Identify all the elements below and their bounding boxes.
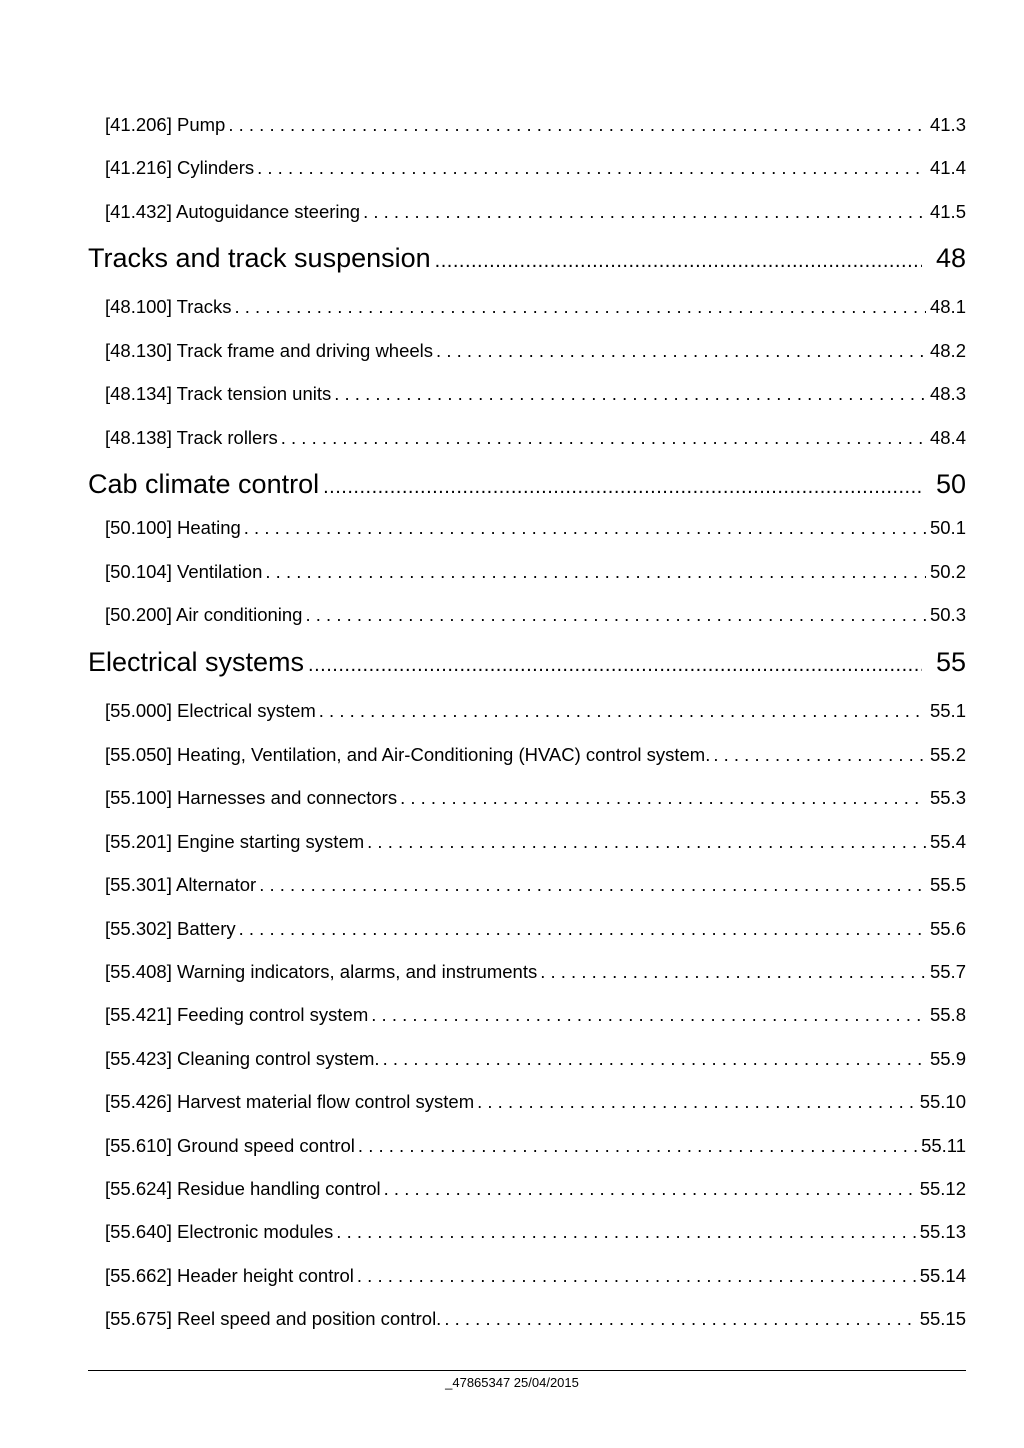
toc-entry-page: 41.3 (929, 114, 966, 135)
toc-section-title: Electrical systems (88, 647, 305, 677)
toc-section-page: 48 (935, 243, 966, 273)
dot-leader (477, 1091, 916, 1113)
toc-entry-page: 55.9 (929, 1048, 966, 1069)
toc-entry[interactable] (0, 1135, 1024, 1157)
toc-entry-page: 48.3 (929, 383, 966, 404)
dot-leader (305, 604, 926, 626)
dot-leader (713, 744, 926, 766)
toc-entry[interactable] (0, 383, 1024, 405)
dot-leader (358, 1135, 917, 1157)
toc-entry-page: 55.8 (929, 1004, 966, 1025)
dot-leader (244, 517, 926, 539)
toc-entry-page: 50.1 (929, 517, 966, 538)
toc-entry-page: 55.12 (919, 1178, 966, 1199)
toc-section-title: Tracks and track suspension (88, 243, 431, 273)
toc-entry-label: [48.100] Tracks (105, 296, 232, 317)
toc-entry-page: 48.4 (929, 427, 966, 448)
toc-entry-label: [41.432] Autoguidance steering (105, 201, 361, 222)
toc-entry-label: [55.408] Warning indicators, alarms, and instruments (105, 961, 538, 982)
toc-entry-label: [55.610] Ground speed control (105, 1135, 355, 1156)
toc-entry-page: 48.2 (929, 340, 966, 361)
toc-section[interactable] (0, 243, 1024, 274)
dot-leader (323, 476, 922, 499)
toc-entry[interactable] (0, 201, 1024, 223)
toc-entry[interactable] (0, 1308, 1024, 1330)
dot-leader (371, 1004, 926, 1026)
toc-entry[interactable] (0, 831, 1024, 853)
toc-entry-label: [55.100] Harnesses and connectors (105, 787, 398, 808)
toc-entry[interactable] (0, 1048, 1024, 1070)
footer-document-id: _47865347 25/04/2015 (445, 1375, 579, 1390)
toc-entry[interactable] (0, 700, 1024, 722)
dot-leader (400, 787, 926, 809)
toc-entry[interactable] (0, 340, 1024, 362)
toc-entry-label: [55.421] Feeding control system (105, 1004, 369, 1025)
toc-entry-label: [55.640] Electronic modules (105, 1221, 334, 1242)
toc-entry-page: 55.13 (919, 1221, 966, 1242)
toc-entry-page: 48.1 (929, 296, 966, 317)
dot-leader (357, 1265, 916, 1287)
toc-entry-page: 41.5 (929, 201, 966, 222)
toc-entry[interactable] (0, 114, 1024, 136)
footer-divider (88, 1370, 966, 1371)
toc-entry-label: [50.104] Ventilation (105, 561, 263, 582)
dot-leader (444, 1308, 915, 1330)
dot-leader (265, 561, 926, 583)
toc-entry-label: [55.675] Reel speed and position control. (105, 1308, 442, 1329)
toc-entry-label: [55.662] Header height control (105, 1265, 354, 1286)
toc-entry-page: 55.10 (919, 1091, 966, 1112)
toc-entry-page: 55.15 (919, 1308, 966, 1329)
dot-leader (257, 157, 926, 179)
toc-section[interactable] (0, 647, 1024, 678)
toc-entry[interactable] (0, 918, 1024, 940)
toc-entry[interactable] (0, 517, 1024, 539)
toc-section-page: 55 (935, 647, 966, 677)
toc-entry-page: 55.5 (929, 874, 966, 895)
toc-entry-page: 50.2 (929, 561, 966, 582)
toc-entry[interactable] (0, 1221, 1024, 1243)
toc-section-page: 50 (935, 469, 966, 499)
toc-entry-page: 55.7 (929, 961, 966, 982)
dot-leader (259, 874, 926, 896)
dot-leader (234, 296, 926, 318)
toc-entry-page: 55.11 (921, 1135, 966, 1156)
dot-leader (540, 961, 926, 983)
toc-entry-page: 55.2 (929, 744, 966, 765)
dot-leader (228, 114, 926, 136)
toc-entry-label: [55.426] Harvest material flow control system (105, 1091, 475, 1112)
toc-entry[interactable] (0, 1265, 1024, 1287)
toc-entry[interactable] (0, 604, 1024, 626)
toc-entry[interactable] (0, 744, 1024, 766)
toc-entry-label: [55.423] Cleaning control system. (105, 1048, 380, 1069)
toc-entry-label: [48.134] Track tension units (105, 383, 332, 404)
dot-leader (336, 1221, 915, 1243)
toc-entry-label: [55.201] Engine starting system (105, 831, 365, 852)
toc-entry-label: [55.302] Battery (105, 918, 236, 939)
dot-leader (384, 1178, 916, 1200)
toc-entry[interactable] (0, 961, 1024, 983)
toc-entry[interactable] (0, 787, 1024, 809)
toc-section[interactable] (0, 469, 1024, 500)
dot-leader (319, 700, 926, 722)
toc-entry-page: 50.3 (929, 604, 966, 625)
toc-entry-label: [41.216] Cylinders (105, 157, 255, 178)
dot-leader (435, 250, 922, 273)
toc-entry[interactable] (0, 561, 1024, 583)
toc-entry-label: [55.624] Residue handling control (105, 1178, 381, 1199)
dot-leader (367, 831, 926, 853)
dot-leader (239, 918, 926, 940)
toc-entry[interactable] (0, 296, 1024, 318)
toc-entry[interactable] (0, 1178, 1024, 1200)
dot-leader (281, 427, 926, 449)
toc-entry-page: 55.3 (929, 787, 966, 808)
toc-entry-page: 55.6 (929, 918, 966, 939)
toc-entry-label: [55.050] Heating, Ventilation, and Air-Conditioning (HVAC) control system. (105, 744, 711, 765)
dot-leader (436, 340, 926, 362)
toc-entry-label: [48.130] Track frame and driving wheels (105, 340, 434, 361)
toc-entry-label: [41.206] Pump (105, 114, 226, 135)
toc-entry-label: [55.000] Electrical system (105, 700, 316, 721)
toc-entry-page: 55.1 (929, 700, 966, 721)
toc-entry[interactable] (0, 1004, 1024, 1026)
toc-section-title: Cab climate control (88, 469, 320, 499)
toc-entry-label: [55.301] Alternator (105, 874, 257, 895)
toc-entry-page: 55.14 (919, 1265, 966, 1286)
toc-entry-page: 41.4 (929, 157, 966, 178)
dot-leader (334, 383, 926, 405)
toc-entry-label: [48.138] Track rollers (105, 427, 278, 448)
toc-entry-label: [50.100] Heating (105, 517, 241, 538)
toc-entry[interactable] (0, 1091, 1024, 1113)
dot-leader (308, 654, 922, 677)
dot-leader (363, 201, 926, 223)
toc-entry-label: [50.200] Air conditioning (105, 604, 303, 625)
dot-leader (383, 1048, 926, 1070)
toc-entry[interactable] (0, 874, 1024, 896)
toc-entry[interactable] (0, 427, 1024, 449)
toc-entry[interactable] (0, 157, 1024, 179)
toc-entry-page: 55.4 (929, 831, 966, 852)
